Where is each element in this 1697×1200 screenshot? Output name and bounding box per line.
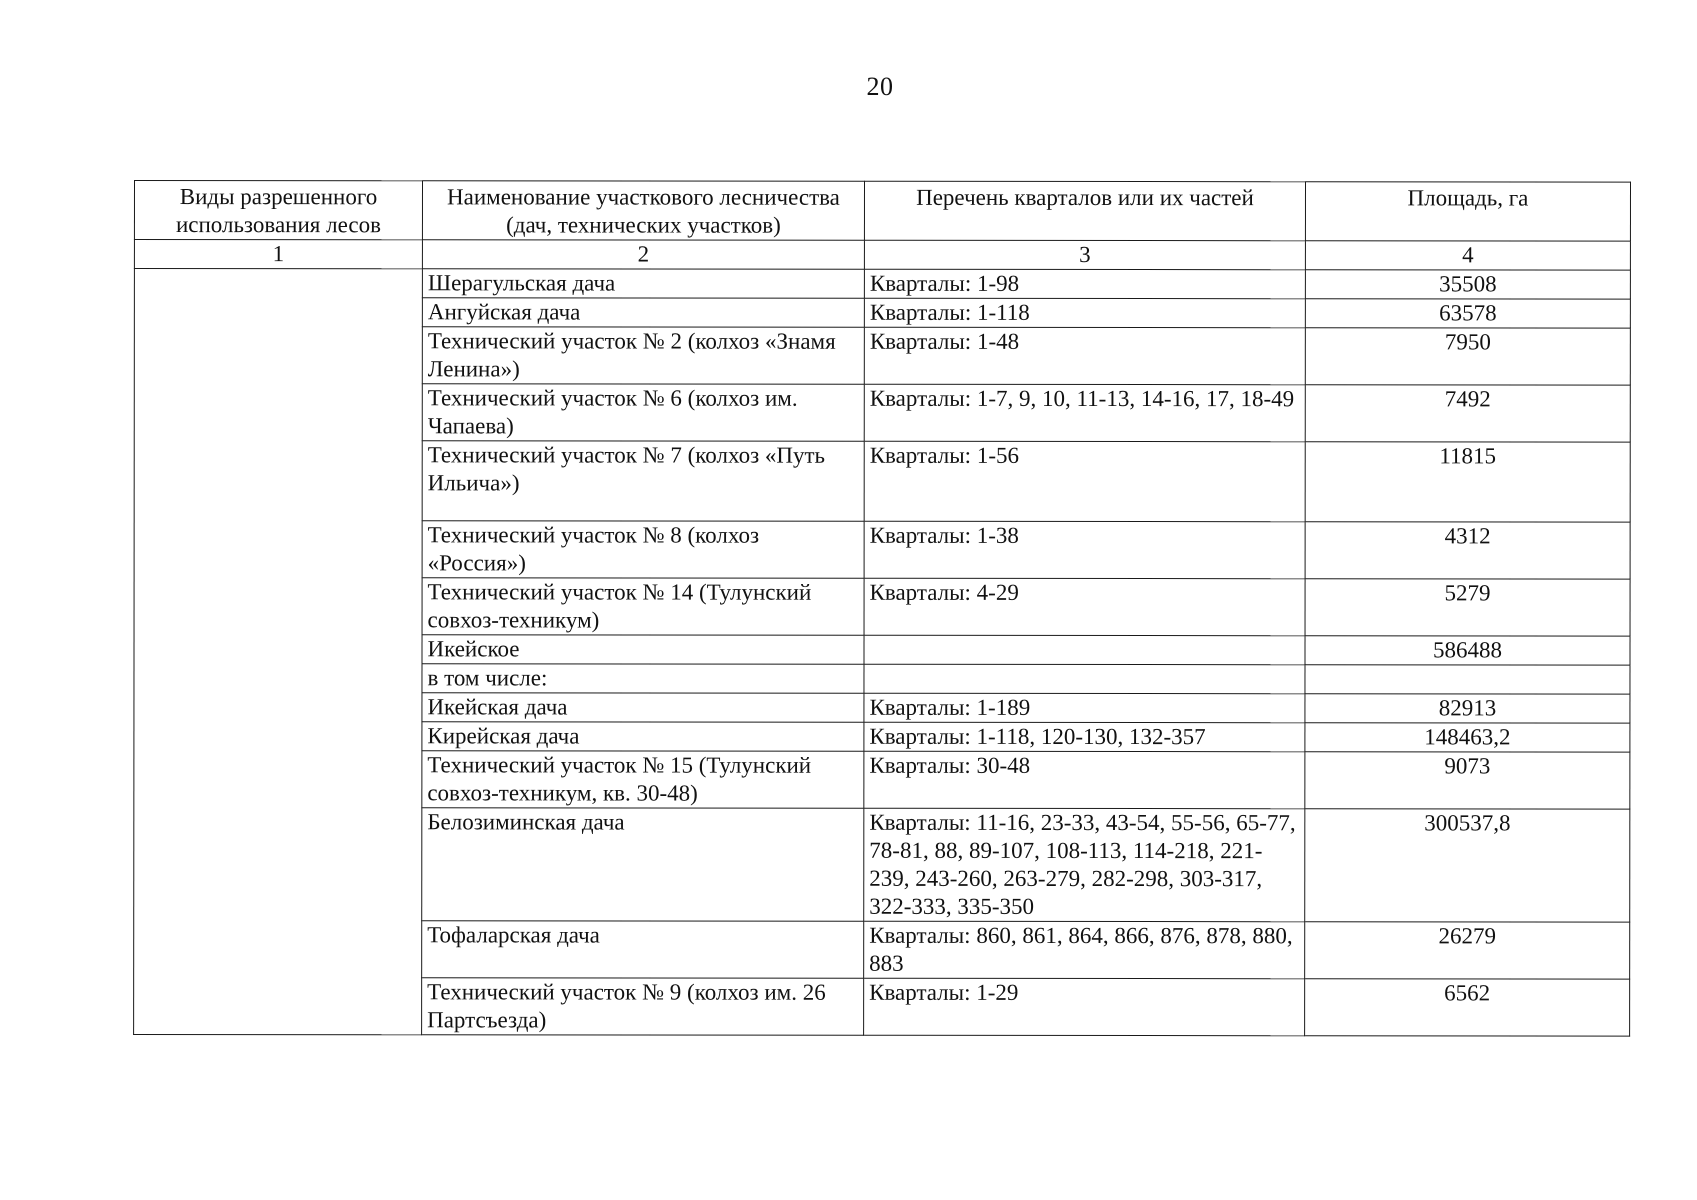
quarters-cell: Кварталы: 1-29 [864, 978, 1305, 1035]
forestry-name-cell: Технический участок № 9 (колхоз им. 26 Партсъезда) [422, 978, 864, 1035]
area-cell: 82913 [1305, 694, 1630, 723]
forestry-name-cell: в том числе: [422, 664, 864, 693]
area-cell [1305, 665, 1630, 694]
quarters-cell: Кварталы: 1-7, 9, 10, 11-13, 14-16, 17, 18-49 [864, 384, 1305, 441]
forestry-name-cell: Кирейская дача [422, 722, 864, 751]
forest-use-kinds-cell [134, 269, 423, 1035]
column-number: 1 [134, 240, 422, 269]
area-cell: 63578 [1305, 299, 1630, 328]
header-forest-use-kinds: Виды разрешенного использования лесов [134, 181, 422, 240]
header-forestry-name: Наименование участкового лесничества (дач, технических участков) [422, 181, 864, 240]
quarters-cell: Кварталы: 1-189 [864, 693, 1305, 722]
header-quarters-list: Перечень кварталов или их частей [864, 181, 1305, 240]
forestry-name-cell: Технический участок № 8 (колхоз «Россия») [422, 521, 864, 578]
column-number: 2 [422, 240, 864, 269]
area-cell: 11815 [1305, 442, 1630, 522]
quarters-cell: Кварталы: 1-98 [864, 269, 1305, 298]
quarters-cell: Кварталы: 1-56 [864, 441, 1305, 521]
forestry-name-cell: Икейская дача [422, 693, 864, 722]
quarters-cell [864, 635, 1305, 664]
quarters-cell: Кварталы: 1-38 [864, 521, 1305, 578]
area-cell: 7950 [1305, 328, 1630, 385]
quarters-cell: Кварталы: 4-29 [864, 578, 1305, 635]
quarters-cell: Кварталы: 1-48 [864, 327, 1305, 384]
forestry-name-cell: Технический участок № 6 (колхоз им. Чапаева) [422, 384, 864, 441]
area-cell: 300537,8 [1305, 809, 1630, 922]
area-cell: 586488 [1305, 636, 1630, 665]
table-row [134, 269, 1630, 300]
area-cell: 7492 [1305, 385, 1630, 442]
quarters-cell: Кварталы: 860, 861, 864, 866, 876, 878, 880, 883 [864, 921, 1305, 978]
quarters-cell: Кварталы: 1-118 [864, 298, 1305, 327]
quarters-cell [864, 664, 1305, 693]
forestry-name-cell: Ангуйская дача [422, 298, 864, 327]
quarters-cell: Кварталы: 1-118, 120-130, 132-357 [864, 722, 1305, 751]
page-number: 20 [866, 72, 894, 101]
forestry-name-cell: Технический участок № 7 (колхоз «Путь Ильича») [422, 441, 864, 521]
header-area: Площадь, га [1305, 182, 1630, 241]
column-number: 4 [1305, 241, 1630, 270]
area-cell: 5279 [1305, 579, 1630, 636]
table-header-row [134, 181, 1630, 242]
forestry-name-cell: Технический участок № 2 (колхоз «Знамя Ленина») [422, 327, 864, 384]
area-cell: 35508 [1305, 270, 1630, 299]
forestry-name-cell: Белозиминская дача [422, 808, 864, 921]
forestry-name-cell: Шерагульская дача [422, 269, 864, 298]
forestry-name-cell: Тофаларская дача [422, 921, 864, 978]
area-cell: 6562 [1305, 979, 1630, 1036]
forestry-name-cell: Технический участок № 14 (Тулунский совхоз-техникум) [422, 578, 864, 635]
column-number-row [134, 240, 1630, 271]
area-cell: 148463,2 [1305, 723, 1630, 752]
area-cell: 4312 [1305, 522, 1630, 579]
forestry-name-cell: Икейское [422, 635, 864, 664]
area-cell: 9073 [1305, 752, 1630, 809]
column-number: 3 [864, 240, 1305, 269]
forestry-name-cell: Технический участок № 15 (Тулунский совхоз-техникум, кв. 30-48) [422, 751, 864, 808]
area-cell: 26279 [1305, 922, 1630, 979]
forest-use-table [133, 180, 1631, 1037]
quarters-cell: Кварталы: 11-16, 23-33, 43-54, 55-56, 65-77, 78-81, 88, 89-107, 108-113, 114-218, 221-239, 243-260, 263-279, 282-298, 303-317, 322-333, 335-350 [864, 808, 1305, 921]
quarters-cell: Кварталы: 30-48 [864, 751, 1305, 808]
